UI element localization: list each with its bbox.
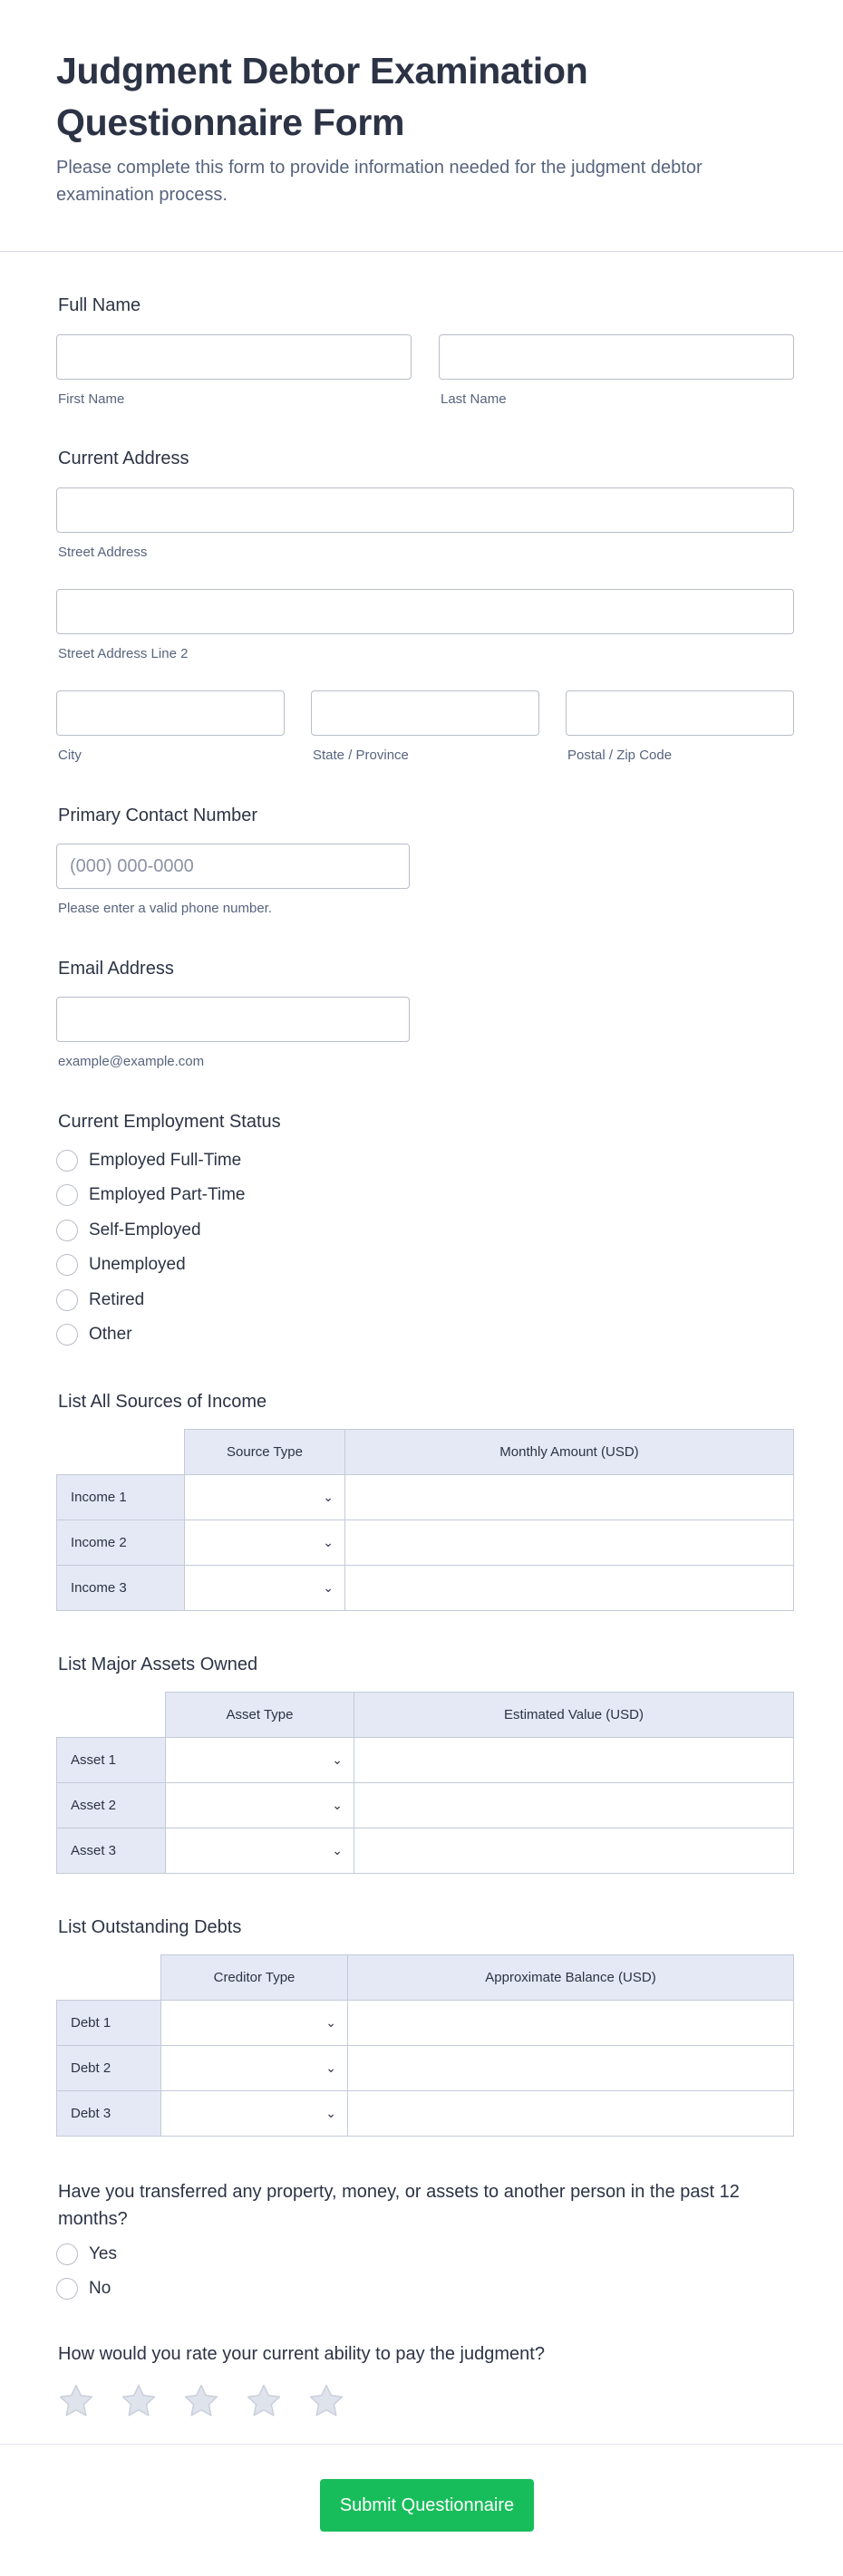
city-input[interactable]	[56, 690, 285, 736]
star-icon[interactable]	[56, 2381, 96, 2421]
chevron-down-icon: ⌄	[325, 2015, 336, 2030]
creditor-type-select[interactable]	[161, 2046, 348, 2091]
table-row	[57, 2046, 794, 2091]
chevron-down-icon: ⌄	[332, 1752, 343, 1767]
table-row	[57, 1520, 794, 1566]
employment-option[interactable]	[56, 1253, 186, 1277]
asset-type-select[interactable]	[166, 1783, 354, 1828]
employment-option[interactable]	[56, 1219, 201, 1242]
table-row	[57, 1566, 794, 1611]
table-row	[57, 1475, 794, 1520]
table-row	[57, 1738, 794, 1783]
email-label: Email Address	[58, 959, 174, 979]
city-sublabel: City	[58, 748, 82, 763]
employment-option[interactable]	[56, 1288, 144, 1312]
column-header: Asset Type	[166, 1693, 354, 1738]
star-icon[interactable]	[181, 2381, 221, 2421]
creditor-type-select[interactable]	[161, 2091, 348, 2137]
column-header: Approximate Balance (USD)	[348, 1955, 794, 2001]
radio-label: Retired	[89, 1290, 145, 1309]
star-rating	[56, 2381, 369, 2421]
full-name-label: Full Name	[58, 295, 141, 315]
approximate-balance-input[interactable]	[348, 2091, 794, 2137]
row-header: Debt 2	[57, 2046, 161, 2091]
phone-label: Primary Contact Number	[58, 806, 258, 825]
column-header: Source Type	[185, 1430, 345, 1475]
source-type-select[interactable]	[185, 1475, 345, 1520]
matrix-corner	[57, 1430, 185, 1475]
debts-matrix	[56, 1954, 794, 2137]
creditor-type-select[interactable]	[161, 2001, 348, 2046]
street-address-2-sublabel: Street Address Line 2	[58, 646, 189, 661]
employment-option[interactable]	[56, 1323, 132, 1346]
submit-button[interactable]: Submit Questionnaire	[320, 2479, 534, 2532]
last-name-input[interactable]	[439, 334, 794, 380]
approximate-balance-input[interactable]	[348, 2046, 794, 2091]
chevron-down-icon: ⌄	[332, 1798, 343, 1812]
row-header: Debt 1	[57, 2001, 161, 2046]
estimated-value-input[interactable]	[354, 1783, 794, 1828]
chevron-down-icon: ⌄	[325, 2060, 336, 2075]
transfer-option-yes[interactable]	[56, 2243, 117, 2266]
star-icon[interactable]	[119, 2381, 159, 2421]
column-header: Creditor Type	[161, 1955, 348, 2001]
street-address-sublabel: Street Address	[58, 545, 148, 560]
radio-button[interactable]	[56, 1220, 78, 1241]
radio-button[interactable]	[56, 1150, 78, 1172]
estimated-value-input[interactable]	[354, 1738, 794, 1783]
row-header: Income 3	[57, 1566, 185, 1611]
row-header: Income 1	[57, 1475, 185, 1520]
table-row	[57, 2001, 794, 2046]
matrix-corner	[57, 1693, 166, 1738]
row-header: Asset 3	[57, 1828, 166, 1874]
income-matrix	[56, 1429, 794, 1611]
radio-label: Yes	[89, 2244, 117, 2263]
street-address-input[interactable]	[56, 487, 794, 533]
chevron-down-icon: ⌄	[323, 1535, 334, 1549]
chevron-down-icon: ⌄	[323, 1580, 334, 1595]
zip-input[interactable]	[566, 690, 794, 736]
radio-button[interactable]	[56, 1289, 78, 1311]
assets-matrix	[56, 1692, 794, 1874]
address-label: Current Address	[58, 449, 189, 468]
rating-label: How would you rate your current ability to pay the judgment?	[58, 2344, 545, 2364]
street-address-2-input[interactable]	[56, 589, 794, 634]
phone-input[interactable]	[56, 844, 410, 889]
email-sublabel: example@example.com	[58, 1054, 205, 1069]
transfer-label: Have you transferred any property, money, or assets to another person in the past 12 months?	[58, 2182, 740, 2229]
form-title: Judgment Debtor Examination Questionnaire Form	[56, 50, 588, 143]
column-header: Monthly Amount (USD)	[345, 1430, 794, 1475]
chevron-down-icon: ⌄	[325, 2106, 336, 2120]
first-name-input[interactable]	[56, 334, 412, 380]
table-row	[57, 2091, 794, 2137]
monthly-amount-input[interactable]	[345, 1475, 794, 1520]
income-label: List All Sources of Income	[58, 1392, 267, 1412]
assets-label: List Major Assets Owned	[58, 1655, 258, 1674]
form-header	[0, 0, 843, 252]
source-type-select[interactable]	[185, 1566, 345, 1611]
estimated-value-input[interactable]	[354, 1828, 794, 1874]
column-header: Estimated Value (USD)	[354, 1693, 794, 1738]
state-sublabel: State / Province	[313, 748, 409, 763]
monthly-amount-input[interactable]	[345, 1520, 794, 1566]
radio-button[interactable]	[56, 2278, 78, 2300]
asset-type-select[interactable]	[166, 1738, 354, 1783]
table-row	[57, 1828, 794, 1874]
last-name-sublabel: Last Name	[441, 391, 507, 407]
chevron-down-icon: ⌄	[323, 1490, 334, 1504]
zip-sublabel: Postal / Zip Code	[567, 748, 673, 763]
employment-label: Current Employment Status	[58, 1112, 281, 1132]
employment-option[interactable]	[56, 1183, 245, 1207]
asset-type-select[interactable]	[166, 1828, 354, 1874]
row-header: Income 2	[57, 1520, 185, 1566]
chevron-down-icon: ⌄	[332, 1843, 343, 1857]
matrix-corner	[57, 1955, 161, 2001]
form-subtitle: Please complete this form to provide information needed for the judgment debtor examination process.	[56, 158, 702, 205]
radio-button[interactable]	[56, 1184, 78, 1206]
row-header: Asset 2	[57, 1783, 166, 1828]
radio-label: Employed Full-Time	[89, 1151, 242, 1170]
phone-sublabel: Please enter a valid phone number.	[58, 901, 272, 916]
row-header: Debt 3	[57, 2091, 161, 2137]
star-icon[interactable]	[306, 2381, 346, 2421]
source-type-select[interactable]	[185, 1520, 345, 1566]
transfer-option-no[interactable]	[56, 2277, 111, 2301]
radio-button[interactable]	[56, 2243, 78, 2265]
radio-label: Employed Part-Time	[89, 1185, 246, 1204]
monthly-amount-input[interactable]	[345, 1566, 794, 1611]
radio-label: No	[89, 2279, 111, 2298]
employment-option[interactable]	[56, 1149, 241, 1172]
debts-label: List Outstanding Debts	[58, 1917, 242, 1937]
radio-button[interactable]	[56, 1324, 78, 1346]
email-input[interactable]	[56, 997, 410, 1042]
radio-label: Self-Employed	[89, 1220, 201, 1240]
star-icon[interactable]	[244, 2381, 284, 2421]
row-header: Asset 1	[57, 1738, 166, 1783]
radio-label: Unemployed	[89, 1255, 186, 1274]
first-name-sublabel: First Name	[58, 391, 125, 407]
approximate-balance-input[interactable]	[348, 2001, 794, 2046]
state-input[interactable]	[311, 690, 539, 736]
radio-label: Other	[89, 1325, 132, 1344]
radio-button[interactable]	[56, 1254, 78, 1276]
table-row	[57, 1783, 794, 1828]
